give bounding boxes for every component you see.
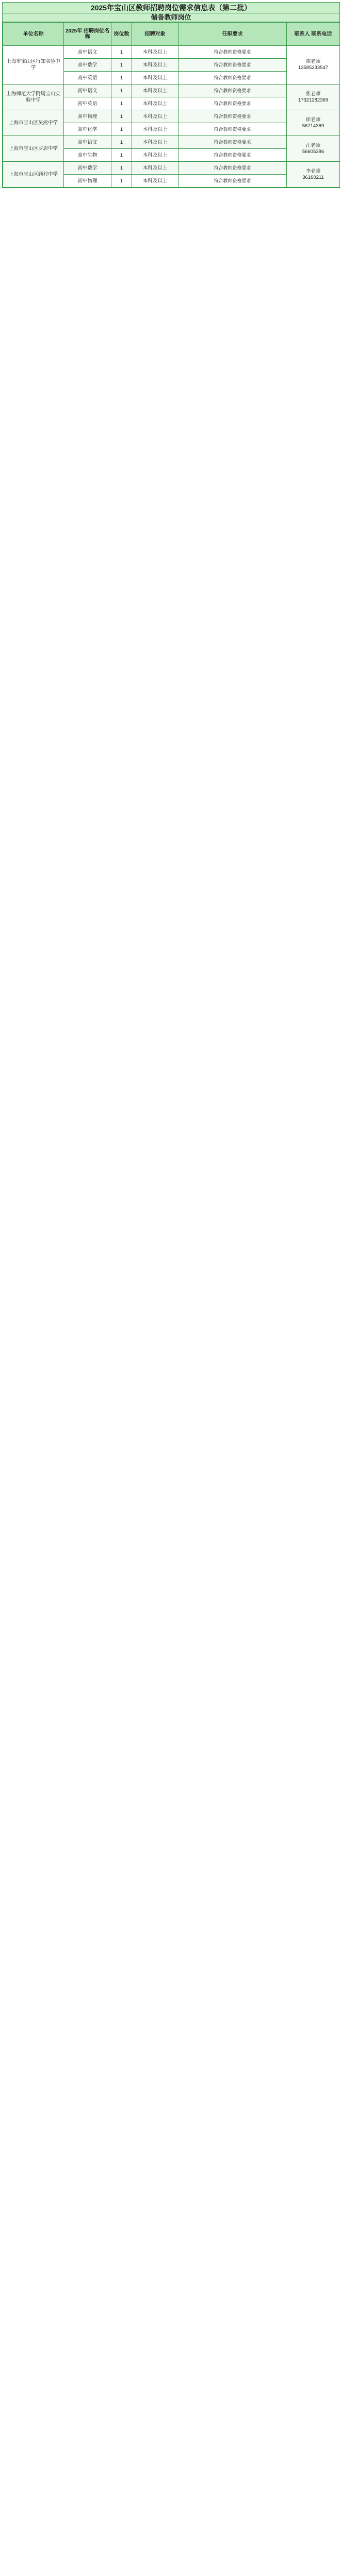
col-header-count: 岗位数 xyxy=(111,23,132,46)
document-subtitle: 储备教师岗位 xyxy=(3,13,339,22)
requirement-cell: 符合教师资格要求 xyxy=(178,72,287,84)
table-row xyxy=(3,162,340,175)
col-header-unit: 单位名称 xyxy=(3,23,64,46)
job-cell: 初中语文 xyxy=(64,84,111,97)
contact-cell: 陈老师 13585233547 xyxy=(287,46,340,84)
table-row xyxy=(3,84,340,97)
count-cell: 1 xyxy=(111,110,132,123)
contact-cell: 汪老师 56605386 xyxy=(287,136,340,162)
job-cell: 高中语文 xyxy=(64,46,111,59)
target-cell: 本科及以上 xyxy=(132,123,178,136)
job-cell: 高中生物 xyxy=(64,149,111,162)
requirement-cell: 符合教师资格要求 xyxy=(178,97,287,110)
count-cell: 1 xyxy=(111,136,132,149)
target-cell: 本科及以上 xyxy=(132,84,178,97)
unit-name-cell: 上海市宝山区顾村中学 xyxy=(3,162,64,188)
document-title: 2025年宝山区教师招聘岗位需求信息表（第二批） xyxy=(3,3,339,13)
target-cell: 本科及以上 xyxy=(132,46,178,59)
unit-name-cell: 上海市宝山区吴淞中学 xyxy=(3,110,64,136)
count-cell: 1 xyxy=(111,149,132,162)
contact-cell: 张老师 17321282369 xyxy=(287,84,340,110)
table-row xyxy=(3,46,340,59)
requirement-cell: 符合教师资格要求 xyxy=(178,136,287,149)
table-row xyxy=(3,110,340,123)
target-cell: 本科及以上 xyxy=(132,162,178,175)
target-cell: 本科及以上 xyxy=(132,136,178,149)
recruitment-table xyxy=(3,22,340,188)
unit-name-cell: 上海师范大学附属宝山实验中学 xyxy=(3,84,64,110)
target-cell: 本科及以上 xyxy=(132,110,178,123)
requirement-cell: 符合教师资格要求 xyxy=(178,110,287,123)
count-cell: 1 xyxy=(111,46,132,59)
job-cell: 高中数学 xyxy=(64,59,111,72)
contact-cell: 徐老师 56714369 xyxy=(287,110,340,136)
col-header-contact: 联系人 联系电话 xyxy=(287,23,340,46)
table-body xyxy=(3,46,340,188)
col-header-requirement: 任职要求 xyxy=(178,23,287,46)
target-cell: 本科及以上 xyxy=(132,59,178,72)
unit-name-cell: 上海市宝山区行知实验中学 xyxy=(3,46,64,84)
count-cell: 1 xyxy=(111,123,132,136)
col-header-target: 招聘对象 xyxy=(132,23,178,46)
count-cell: 1 xyxy=(111,59,132,72)
job-cell: 高中物理 xyxy=(64,110,111,123)
table-row xyxy=(3,136,340,149)
requirement-cell: 符合教师资格要求 xyxy=(178,59,287,72)
contact-cell: 李老师 36160211 xyxy=(287,162,340,188)
target-cell: 本科及以上 xyxy=(132,72,178,84)
unit-name-cell: 上海市宝山区罗店中学 xyxy=(3,136,64,162)
target-cell: 本科及以上 xyxy=(132,175,178,188)
requirement-cell: 符合教师资格要求 xyxy=(178,84,287,97)
count-cell: 1 xyxy=(111,97,132,110)
count-cell: 1 xyxy=(111,162,132,175)
target-cell: 本科及以上 xyxy=(132,149,178,162)
job-cell: 初中数学 xyxy=(64,162,111,175)
requirement-cell: 符合教师资格要求 xyxy=(178,123,287,136)
table-header-row xyxy=(3,23,340,46)
job-cell: 初中英语 xyxy=(64,97,111,110)
requirement-cell: 符合教师资格要求 xyxy=(178,175,287,188)
count-cell: 1 xyxy=(111,84,132,97)
count-cell: 1 xyxy=(111,72,132,84)
recruitment-table-document xyxy=(2,2,340,188)
count-cell: 1 xyxy=(111,175,132,188)
requirement-cell: 符合教师资格要求 xyxy=(178,46,287,59)
col-header-job: 2025年 招聘岗位名称 xyxy=(64,23,111,46)
job-cell: 高中语文 xyxy=(64,136,111,149)
target-cell: 本科及以上 xyxy=(132,97,178,110)
requirement-cell: 符合教师资格要求 xyxy=(178,149,287,162)
job-cell: 初中物理 xyxy=(64,175,111,188)
job-cell: 高中英语 xyxy=(64,72,111,84)
job-cell: 高中化学 xyxy=(64,123,111,136)
requirement-cell: 符合教师资格要求 xyxy=(178,162,287,175)
